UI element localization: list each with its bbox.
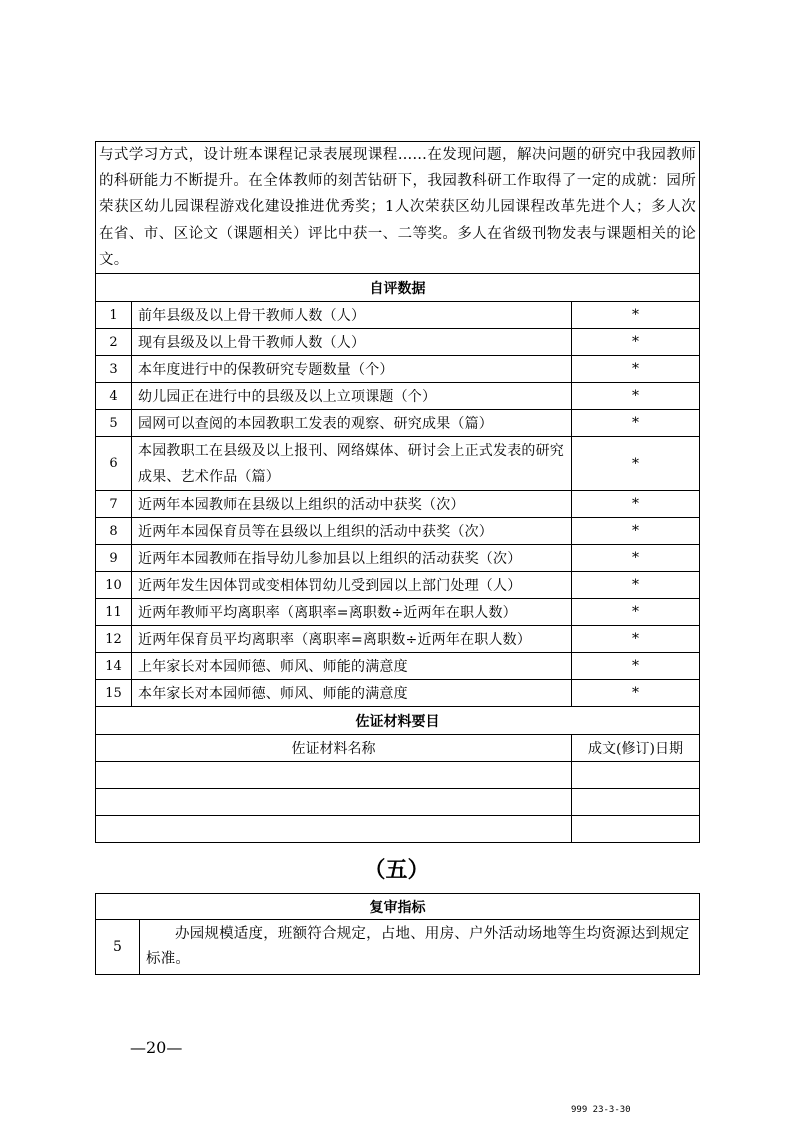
evidence-date-cell <box>572 789 700 816</box>
table-row <box>96 653 700 680</box>
row-number: 14 <box>96 653 132 680</box>
intro-row <box>96 142 700 274</box>
evidence-row <box>96 789 700 816</box>
row-number: 3 <box>96 356 132 383</box>
row-number: 10 <box>96 572 132 599</box>
self-eval-heading: 自评数据 <box>96 274 700 302</box>
row-value: * <box>572 680 700 707</box>
row-number: 4 <box>96 383 132 410</box>
row-item: 近两年本园教师在指导幼儿参加县以上组织的活动获奖（次） <box>132 545 572 572</box>
row-number: 11 <box>96 599 132 626</box>
row-value: * <box>572 653 700 680</box>
table-row <box>96 410 700 437</box>
row-item: 近两年发生因体罚或变相体罚幼儿受到园以上部门处理（人） <box>132 572 572 599</box>
row-number: 2 <box>96 329 132 356</box>
row-item: 本园教职工在县级及以上报刊、网络媒体、研讨会上正式发表的研究成果、艺术作品（篇） <box>132 437 572 491</box>
evidence-name-cell <box>96 816 572 843</box>
row-item: 近两年保育员平均离职率（离职率=离职数÷近两年在职人数） <box>132 626 572 653</box>
table-row <box>96 545 700 572</box>
row-value: * <box>572 410 700 437</box>
self-evaluation-table <box>95 141 700 843</box>
row-number: 15 <box>96 680 132 707</box>
row-item: 近两年本园教师在县级以上组织的活动中获奖（次） <box>132 491 572 518</box>
row-value: * <box>572 599 700 626</box>
row-number: 1 <box>96 302 132 329</box>
footer-code: 999 23-3-30 <box>571 1105 631 1115</box>
table-row <box>96 572 700 599</box>
table-row <box>96 302 700 329</box>
evidence-header-row <box>96 735 700 762</box>
row-number: 8 <box>96 518 132 545</box>
review-text <box>140 920 700 975</box>
review-table <box>95 893 700 975</box>
row-item: 近两年教师平均离职率（离职率=离职数÷近两年在职人数） <box>132 599 572 626</box>
evidence-date-header: 成文(修订)日期 <box>572 735 700 762</box>
review-number: 5 <box>96 920 140 975</box>
row-number: 12 <box>96 626 132 653</box>
table-row <box>96 680 700 707</box>
row-value: * <box>572 383 700 410</box>
evidence-name-header: 佐证材料名称 <box>96 735 572 762</box>
table-row <box>96 356 700 383</box>
evidence-row <box>96 762 700 789</box>
table-row <box>96 329 700 356</box>
row-item: 近两年本园保育员等在县级以上组织的活动中获奖（次） <box>132 518 572 545</box>
row-number: 6 <box>96 437 132 491</box>
table-row <box>96 383 700 410</box>
evidence-date-cell <box>572 816 700 843</box>
row-number: 7 <box>96 491 132 518</box>
row-value: * <box>572 329 700 356</box>
table-row <box>96 626 700 653</box>
review-heading: 复审指标 <box>96 894 700 920</box>
row-value: * <box>572 491 700 518</box>
row-value: * <box>572 545 700 572</box>
table-row <box>96 437 700 491</box>
row-item: 本年度进行中的保教研究专题数量（个） <box>132 356 572 383</box>
intro-paragraph: 与式学习方式，设计班本课程记录表展现课程……在发现问题，解决问题的研究中我园教师的科研能力不断提升。在全体教师的刻苦钻研下，我园教科研工作取得了一定的成就：园所荣获区幼儿园课程游戏化建设推进优秀奖；1人次荣获区幼儿园课程改革先进个人；多人次在省、市、区论文（课题相关）评比中获一、二等奖。多人在省级刊物发表与课题相关的论文。 <box>96 142 700 274</box>
evidence-name-cell <box>96 789 572 816</box>
row-value: * <box>572 518 700 545</box>
row-item: 上年家长对本园师德、师风、师能的满意度 <box>132 653 572 680</box>
page-number: —20— <box>130 1038 183 1057</box>
row-item: 现有县级及以上骨干教师人数（人） <box>132 329 572 356</box>
row-value: * <box>572 356 700 383</box>
review-text-content: 办园规模适度，班额符合规定，占地、用房、户外活动场地等生均资源达到规定标准。 <box>146 926 690 967</box>
table-row <box>96 599 700 626</box>
row-item: 幼儿园正在进行中的县级及以上立项课题（个） <box>132 383 572 410</box>
row-item: 本年家长对本园师德、师风、师能的满意度 <box>132 680 572 707</box>
section-heading: （五） <box>363 858 430 883</box>
evidence-name-cell <box>96 762 572 789</box>
row-number: 5 <box>96 410 132 437</box>
row-item: 前年县级及以上骨干教师人数（人） <box>132 302 572 329</box>
review-row <box>96 920 700 975</box>
row-value: * <box>572 626 700 653</box>
row-value: * <box>572 437 700 491</box>
row-number: 9 <box>96 545 132 572</box>
evidence-date-cell <box>572 762 700 789</box>
row-value: * <box>572 302 700 329</box>
row-item: 园网可以查阅的本园教职工发表的观察、研究成果（篇） <box>132 410 572 437</box>
evidence-row <box>96 816 700 843</box>
evidence-heading: 佐证材料要目 <box>96 707 700 735</box>
row-value: * <box>572 572 700 599</box>
table-row <box>96 491 700 518</box>
table-row <box>96 518 700 545</box>
